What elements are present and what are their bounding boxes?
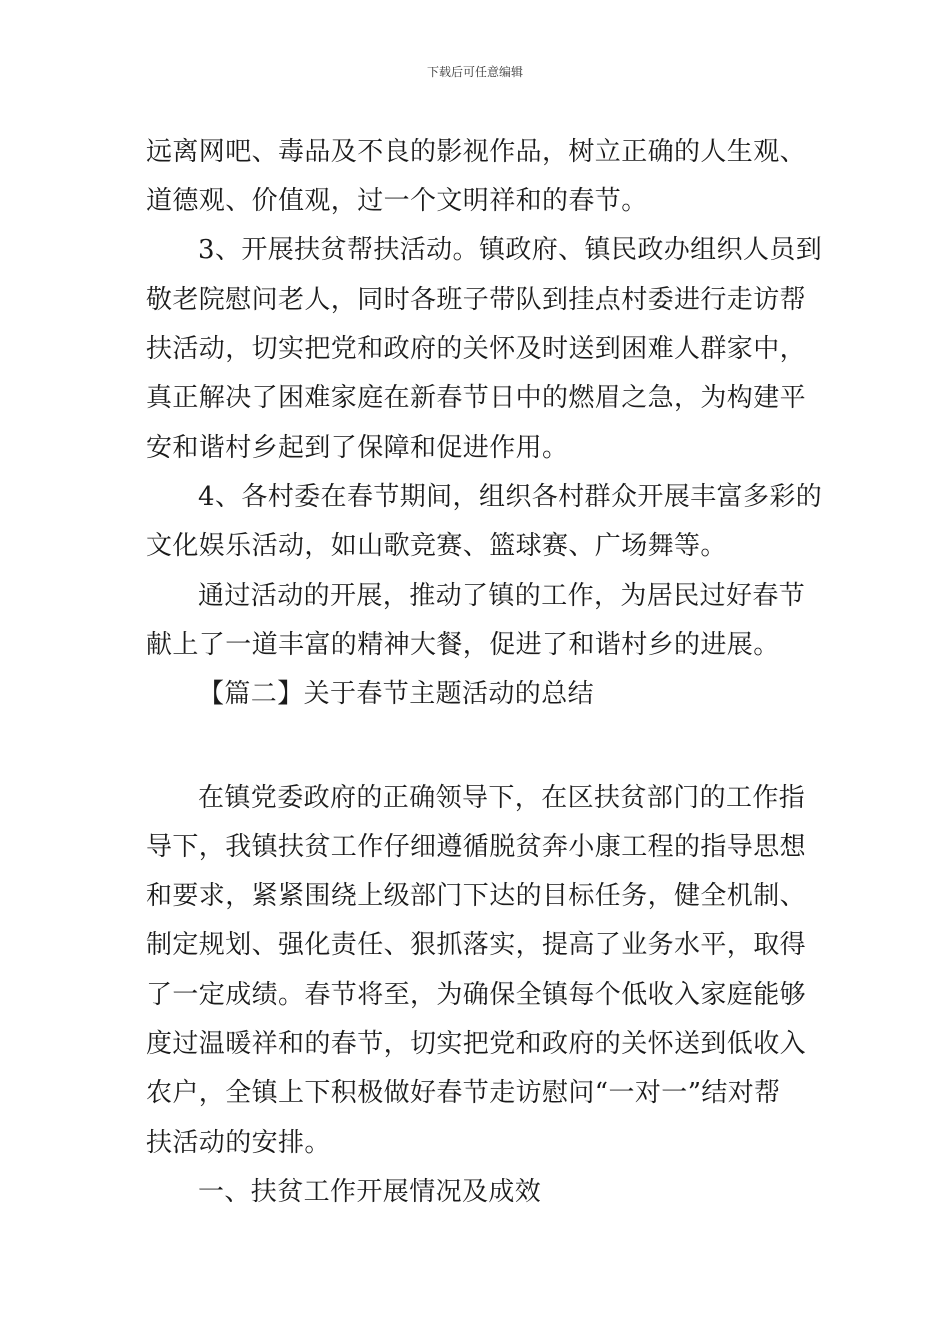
text-line: 道德观、价值观，过一个文明祥和的春节。: [146, 186, 648, 216]
text-line: 制定规划、强化责任、狠抓落实，提高了业务水平，取得: [146, 930, 807, 960]
paragraph-start-line: 3、开展扶贫帮扶活动。镇政府、镇民政办组织人员到: [198, 235, 823, 265]
text-line: 和要求，紧紧围绕上级部门下达的目标任务，健全机制、: [146, 881, 807, 911]
paragraph-start-line: 4、各村委在春节期间，组织各村群众开展丰富多彩的: [198, 482, 823, 512]
text-line: 度过温暖祥和的春节，切实把党和政府的关怀送到低收入: [146, 1029, 807, 1059]
text-line: 扶活动的安排。: [146, 1128, 331, 1158]
text-line: 扶活动，切实把党和政府的关怀及时送到困难人群家中，: [146, 334, 807, 364]
text-line: 导下，我镇扶贫工作仔细遵循脱贫奔小康工程的指导思想: [146, 832, 807, 862]
text-line: 远离网吧、毒品及不良的影视作品，树立正确的人生观、: [146, 137, 807, 167]
text-line: 文化娱乐活动，如山歌竞赛、篮球赛、广场舞等。: [146, 531, 727, 561]
text-line: 农户，全镇上下积极做好春节走访慰问“一对一”结对帮: [146, 1078, 781, 1108]
text-line: 真正解决了困难家庭在新春节日中的燃眉之急，为构建平: [146, 383, 807, 413]
text-line: 了一定成绩。春节将至，为确保全镇每个低收入家庭能够: [146, 980, 807, 1010]
paragraph-start-line: 在镇党委政府的正确领导下，在区扶贫部门的工作指: [198, 783, 806, 813]
text-line: 安和谐村乡起到了保障和促进作用。: [146, 433, 569, 463]
paragraph-start-line: 通过活动的开展，推动了镇的工作，为居民过好春节: [198, 581, 806, 611]
page-header: 下载后可任意编辑: [426, 65, 523, 79]
text-line: 敬老院慰问老人，同时各班子带队到挂点村委进行走访帮: [146, 285, 807, 315]
section-heading: 【篇二】关于春节主题活动的总结: [198, 679, 595, 709]
text-line: 献上了一道丰富的精神大餐，促进了和谐村乡的进展。: [146, 630, 780, 660]
subsection-heading: 一、扶贫工作开展情况及成效: [198, 1177, 542, 1207]
